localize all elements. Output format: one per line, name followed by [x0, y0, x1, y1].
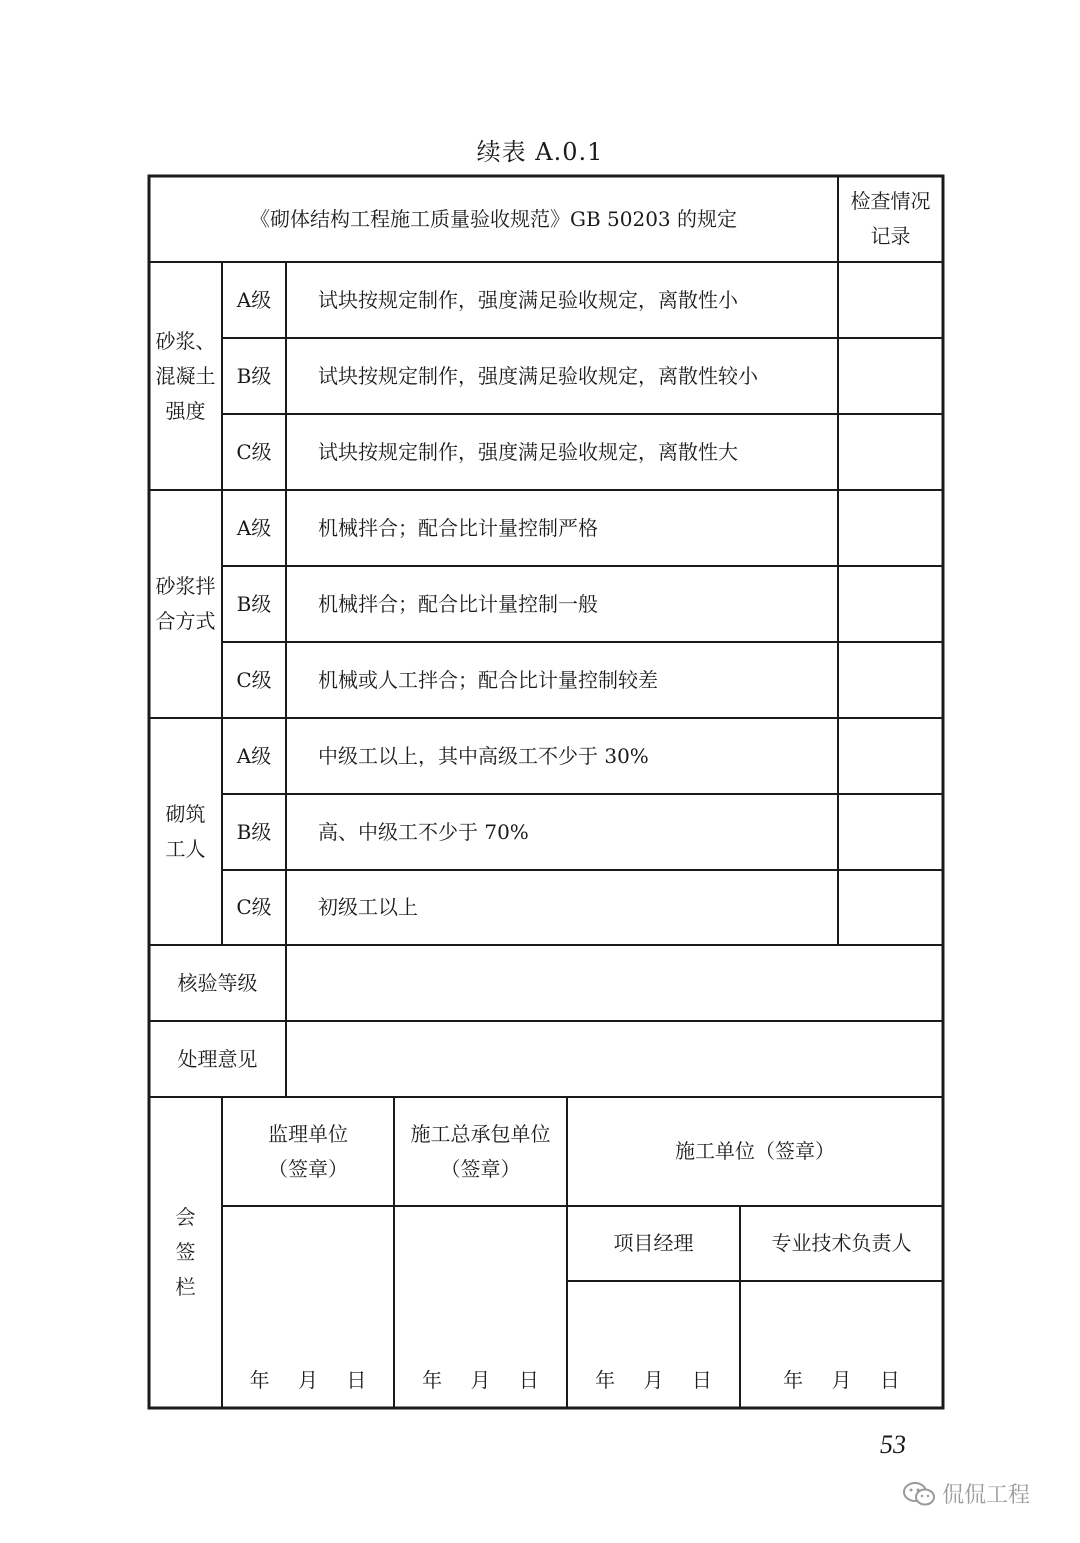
grade-cell: B级 — [236, 591, 272, 616]
date-month: 月 — [643, 1367, 664, 1392]
grade-cell: A级 — [236, 515, 272, 540]
record-header-line1: 检查情况 — [850, 189, 931, 213]
group-workers-label — [149, 718, 222, 945]
watermark-text: 侃侃工程 — [942, 1483, 1031, 1508]
group-mixing-label — [149, 490, 222, 718]
date-month: 月 — [298, 1367, 318, 1392]
record-header — [838, 176, 943, 262]
date-line — [222, 1360, 394, 1400]
criteria-cell: 机械拌合；配合比计量控制一般 — [318, 591, 598, 616]
date-day: 日 — [346, 1367, 367, 1392]
group-strength-label — [149, 262, 222, 490]
criteria-cell: 试块按规定制作，强度满足验收规定，离散性较小 — [318, 363, 758, 388]
page-number: 53 — [880, 1430, 906, 1459]
date-day: 日 — [518, 1367, 539, 1392]
grade-cell: B级 — [236, 819, 272, 844]
group-label-line: 工人 — [165, 836, 206, 861]
date-year: 年 — [249, 1367, 270, 1392]
group-label-line: 混凝土 — [155, 363, 216, 388]
record-header-line2: 记录 — [870, 224, 911, 248]
criteria-cell: 初级工以上 — [318, 895, 418, 919]
group-label-line: 砂浆、 — [155, 328, 216, 353]
date-month: 月 — [470, 1367, 491, 1392]
sign-label-line: 签 — [175, 1240, 196, 1264]
wechat-icon — [902, 1480, 936, 1508]
criteria-cell: 机械或人工拌合；配合比计量控制较差 — [318, 667, 658, 692]
opinion-field[interactable] — [286, 1021, 943, 1097]
spec-header-text: 《砌体结构工程施工质量验收规范》GB 50203 的规定 — [249, 206, 737, 231]
supervisor-seal: （签章） — [268, 1156, 348, 1181]
grade-cell: B级 — [236, 363, 272, 388]
grade-cell: C级 — [236, 895, 272, 919]
date-year: 年 — [422, 1367, 443, 1392]
date-year: 年 — [783, 1367, 804, 1392]
table-caption: 续表 A.0.1 — [476, 138, 604, 166]
sign-label-line: 会 — [175, 1205, 196, 1229]
date-day: 日 — [879, 1367, 900, 1392]
verify-grade-label: 核验等级 — [177, 970, 258, 995]
criteria-cell: 中级工以上，其中高级工不少于 30% — [318, 743, 649, 768]
sign-label-line: 栏 — [175, 1275, 196, 1299]
date-day: 日 — [691, 1367, 712, 1392]
construction-unit-header: 施工单位（签章） — [675, 1139, 835, 1163]
general-contractor-title: 施工总承包单位 — [410, 1121, 551, 1146]
date-line — [567, 1360, 740, 1400]
grade-cell: A级 — [236, 287, 272, 312]
group-label-line: 强度 — [165, 398, 206, 423]
general-contractor-seal: （签章） — [440, 1156, 521, 1181]
date-year: 年 — [595, 1367, 616, 1392]
grade-cell: C级 — [236, 667, 272, 692]
supervisor-header — [222, 1097, 394, 1206]
criteria-cell: 机械拌合；配合比计量控制严格 — [318, 515, 598, 540]
sign-section-label — [149, 1097, 222, 1408]
project-manager-header: 项目经理 — [613, 1231, 694, 1255]
date-line — [740, 1360, 943, 1400]
tech-lead-header: 专业技术负责人 — [771, 1231, 912, 1255]
criteria-cell: 试块按规定制作，强度满足验收规定，离散性小 — [318, 287, 738, 312]
group-label-line: 砌筑 — [165, 801, 206, 826]
spec-header — [149, 176, 838, 262]
group-label-line: 砂浆拌 — [155, 574, 216, 598]
watermark — [902, 1478, 1030, 1509]
criteria-cell: 高、中级工不少于 70% — [318, 819, 529, 844]
date-month: 月 — [831, 1367, 852, 1392]
date-line — [394, 1360, 567, 1400]
group-label-line: 合方式 — [155, 609, 216, 633]
opinion-label: 处理意见 — [177, 1046, 258, 1071]
supervisor-title: 监理单位 — [268, 1121, 348, 1146]
grade-cell: A级 — [236, 743, 272, 768]
criteria-cell: 试块按规定制作，强度满足验收规定，离散性大 — [318, 439, 738, 464]
verify-grade-field[interactable] — [286, 945, 943, 1021]
general-contractor-header — [394, 1097, 567, 1206]
grade-cell: C级 — [236, 439, 272, 464]
